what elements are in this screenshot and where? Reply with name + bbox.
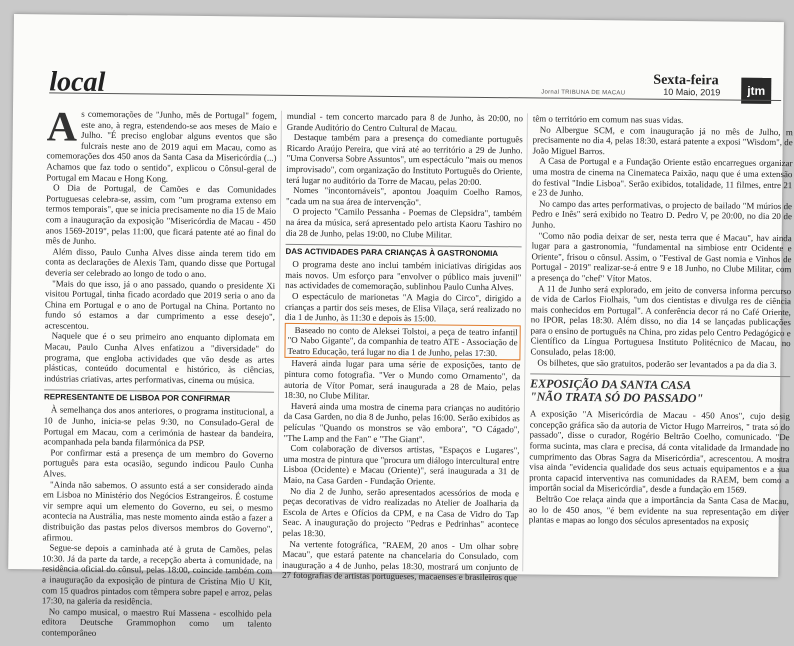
newspaper-logo: jtm (741, 78, 771, 104)
column-divider (276, 111, 282, 569)
paragraph: No Albergue SCM, e com inauguração já no mês de Julho, m precisamente no dia 4, pelas 18:30, estará patente a exposi "Wisdom", de João Miguel Barros. (532, 124, 793, 156)
article-headline (530, 374, 790, 407)
paragraph: Além disso, Paulo Cunha Alves disse ainda terem tido em conta as declarações de Alexis Tam, quando disse que Portugal deveria ser celebrado ao longo de todo o ano. (45, 246, 276, 279)
headline-line-2: "NÃO TRATA SÓ DO PASSADO" (529, 389, 704, 406)
paragraph: A 11 de Junho será explorado, em jeito de conversa informa percurso de vida de Carlos Fiolhais, "um dos cientistas e divulga res de ciência mais conhecidos em Portugal". A conferência decor rá no Café Oriente, no IPOR, pelas 18:30. Além disso, no dia 14 se lançadas publicações para o ensino de português na China, pro zidas pelo Centro Pedagógico e Científico da Língua Portuguesa Instituto Politécnico de Macau, no Consulado, pelas 18:00. (530, 283, 792, 358)
paragraph: Haverá ainda uma mostra de cinema para crianças no auditório da Casa Garden, no dia 8 de Junho, pelas 16:00. Serão exibidos as películas "Quando os monstros se vão embora", "O Cágado", "The Lamp and the Fan" e "The Giant". (283, 400, 520, 444)
paragraph: "Mais do que isso, já o ano passado, quando o presidente Xi visitou Portugal, tinha ficado acordado que 2019 seria o ano da China em Portugal e o ano de Portugal na China. Portanto no fundo só estamos a dar cumprimento a esse desejo", acrescentou. (44, 277, 276, 331)
section-title: local (49, 66, 106, 98)
paragraph: Na vertente fotográfica, "RAEM, 20 anos - Um olhar sobre Macau", que estará patente na chancelaria do Consulado, com inauguração a 4 de Junho, pelas 18:30, mostrará um conjunto de 27 fotografias de artistas portugueses, macaenses e brasileiros que (282, 538, 519, 583)
paragraph: Naquele que é o seu primeiro ano enquanto diplomata em Macau, Paulo Cunha Alves enfatizou a "diversidade" do programa, que engloba actividades que vão desde as artes plásticas, conteúdo documental e histórico, às ciências, indústrias criativas, artes performativas, cinema ou música. (44, 330, 275, 386)
paragraph: Haverá ainda lugar para uma série de exposições, tanto de pintura como fotografia. "Ver o Mundo como Ornamento", da autoria de Vítor Pomar, será inaugurada a 28 de Maio, pelas 18:30, no Clube Militar. (283, 358, 521, 401)
paragraph: O projecto "Camilo Pessanha - Poemas de Clepsidra", também na área da música, será apresentado pelo artista Kaoru Tashiro no dia 28 de Junho, pelas 19:00, no Clube Militar. (285, 206, 522, 240)
paragraph: "Ainda não sabemos. O assunto está a ser considerado ainda em Lisboa no Ministério dos Negócios Estrangeiros. É costume vir sempre aqui um elemento do Governo, eu sei, o mesmo acontecia na Austrália, mas neste momento ainda estão a fazer a distribuição das pastas pelos diversos membros do Governo", afirmou. (42, 478, 274, 543)
paragraph: A Casa de Portugal e a Fundação Oriente estão encarregues organizar uma mostra de cinema na Cinemateca Paixão, naqu que é uma extensão do festival "Indie Lisboa". Serão exibidos, totalidade, 11 filmes, entre 21 e 23 de Junho. (532, 155, 793, 199)
page-header (13, 14, 784, 118)
journal-name: Jornal TRIBUNA DE MACAU (541, 89, 626, 97)
paragraph: No dia 2 de Junho, serão apresentados acessórios de moda e peças decorativas de vidro realizadas no Atelier de Joalharia da Escola de Artes e Ofícios da CPM, e na Casa de Vidro do Tap Seac. A inauguração do projecto "Pedras e Pedrinhas" acontece pelas 18:30. (282, 485, 520, 539)
paragraph: Segue-se depois a caminhada até à gruta de Camões, pelas 10:30. Já da parte da tarde, a recepção aberta à comunidade, na residência oficial do cônsul, pelas 18:00, coincide também com a inauguração da exposição de pintura de Cristina Mio U Kit, com 15 quadros pintados com têmpera sobre papel e arroz, pelas 17:30, na galeria da residência. (41, 542, 273, 607)
headline-line-1: EXPOSIÇÃO DA SANTA CASA (530, 376, 692, 393)
paragraph: No campo das artes performativas, o projecto de bailado "M múrios de Pedro e Inês" será exibido no Teatro D. Pedro V, pe 20:00, no dia 20 de Junho. (531, 198, 793, 230)
paragraph: "Como não podia deixar de ser, nesta terra que é Macau", hav ainda lugar para a gastronomia, "fundamental na simbiose entr Ocidente e Oriente", frisou o cônsul. Assim, o "Festival de Gast nomia e Vinhos de Portugal - 2019" realizar-se-á entre 9 e 18 Junho, no Clube Militar, com a presença do "chef" Vítor Matos. (531, 230, 792, 284)
paragraph: Por confirmar está a presença de um membro do Governo português para esta ocasião, segundo indicou Paulo Cunha Alves. (43, 447, 274, 479)
newspaper-page (8, 14, 793, 638)
column-2 (282, 110, 523, 583)
paragraph: Os bilhetes, que são gratuitos, poderão ser levantados a pa da dia 3. (537, 357, 777, 370)
paragraph: No campo musical, o maestro Rui Massena - escolhido pela editora Deutsche Grammophon como um talento contemporâneo (41, 606, 272, 638)
paragraph: Nomes "incontornáveis", apontou Joaquim Coelho Ramos, "cada um na sua área de intervenção". (286, 185, 523, 208)
paragraph: Beltrão Coe relaça ainda que a importância da Santa Casa de Macau, ao lo de 450 anos, "é bem evidente na sua representação em diver plantas e mapas ao longo dos séculos apresentados na exposiç (528, 493, 789, 527)
subheading: REPRESENTANTE DE LISBOA POR CONFIRMAR (44, 390, 274, 405)
paragraph: O Dia de Portugal, de Camões e das Comunidades Portuguesas celebra-se, assim, com "um programa extenso em termos temporais", que se inicia precisamente no dia 15 de Maio com a inauguração da exposição "Misericórdia de Macau - 450 anos 1569-2019", pelas 11:00, que ficará patente até ao final do mês de Junho. (45, 182, 277, 246)
paragraph: À semelhança dos anos anteriores, o programa institucional, a 10 de Junho, inicia-se pelas 9:30, no Consulado-Geral de Portugal em Macau, com a cerimónia de hastear da bandeira, acompanhada pela banda filarmónica da PSP. (43, 404, 274, 449)
paragraph: Destaque também para a presença do comediante português Ricardo Araújo Pereira, que virá até ao território a 29 de Junho. "Uma Conversa Sobre Assuntos", um espectáculo "mais ou menos improvisado", com organização do Instituto Português do Oriente, terá lugar no auditório da Torre de Macau, pelas 20:00. (286, 132, 523, 187)
paragraph: mundial - tem concerto marcado para 8 de Junho, às 20:00, no Grande Auditório do Centro Cultural de Macau. (286, 110, 523, 134)
subheading: DAS ACTIVIDADES PARA CRIANÇAS À GASTRONOMIA (285, 244, 521, 259)
weekday: Sexta-feira (653, 72, 719, 89)
paragraph: O espectáculo de marionetas "A Magia do Circo", dirigido a crianças a partir dos seis meses, de Elisa Vilaça, será realizado no dia 1 de Junho, às 11:30 e depois às 15:00. (284, 290, 522, 324)
column-divider (522, 113, 528, 571)
paragraph: Com colaboração de diversos artistas, "Espaços e Lugares", uma mostra de pintura que "procura um diálogo intercultural entre Lisboa (Ocidente) e Macau (Oriente)", será inaugurada a 31 de Maio, na Casa Garden - Fundação Oriente. (283, 443, 520, 487)
column-3 (528, 113, 793, 578)
highlighted-paragraph: Baseado no conto de Aleksei Tolstoi, a peça de teatro infantil "O Nabo Gigante", da companhia de teatro ATE - Associação de Teatro Educação, terá lugar no dia 1 de Junho, pelas 17:30. (284, 323, 520, 361)
column-1 (41, 104, 278, 638)
paragraph: A exposição "A Misericórdia de Macau - 450 Anos", cujo desig concepção gráfica são da autoria de Victor Hugo Marreiros, " trata só do passado", disse o curador, Rogério Beltrão Coelho, comunicado. "De forma sucinta, mas clara e precisa, dá conta vitalidade da Irmandade no cumprimento das Obras Sagra da Misericórdia", acrescentou. A mostra visa ainda "evidencia qualidade dos seus actuais equipamentos e a sua pronta capacid interventiva nas comunidades da RAEM, bem como a importân social da Misericórdia", desde a fundação em 1569. (529, 408, 790, 496)
date: 10 Maio, 2019 (663, 86, 721, 98)
paragraph: As comemorações de "Junho, mês de Portugal" fogem, este ano, à regra, estendendo-se aos meses de Maio e Julho. "É preciso englobar alguns eventos que são fulcrais neste ano de 2019 aqui em Macau, como as comemorações dos 450 anos da Santa Casa da Misericórdia (...) Achamos que faz todo o sentido", explicou o Cônsul-geral de Portugal em Macau e Hong Kong. (46, 104, 278, 184)
paragraph: O programa deste ano inclui também iniciativas dirigidas aos mais novos. Um esforço para "envolver o público mais juvenil" nas actividades de comemoração, sublinhou Paulo Cunha Alves. (285, 259, 522, 293)
paragraph: têm o território em comum nas suas vidas. (532, 113, 684, 126)
drop-cap: A (46, 104, 78, 151)
